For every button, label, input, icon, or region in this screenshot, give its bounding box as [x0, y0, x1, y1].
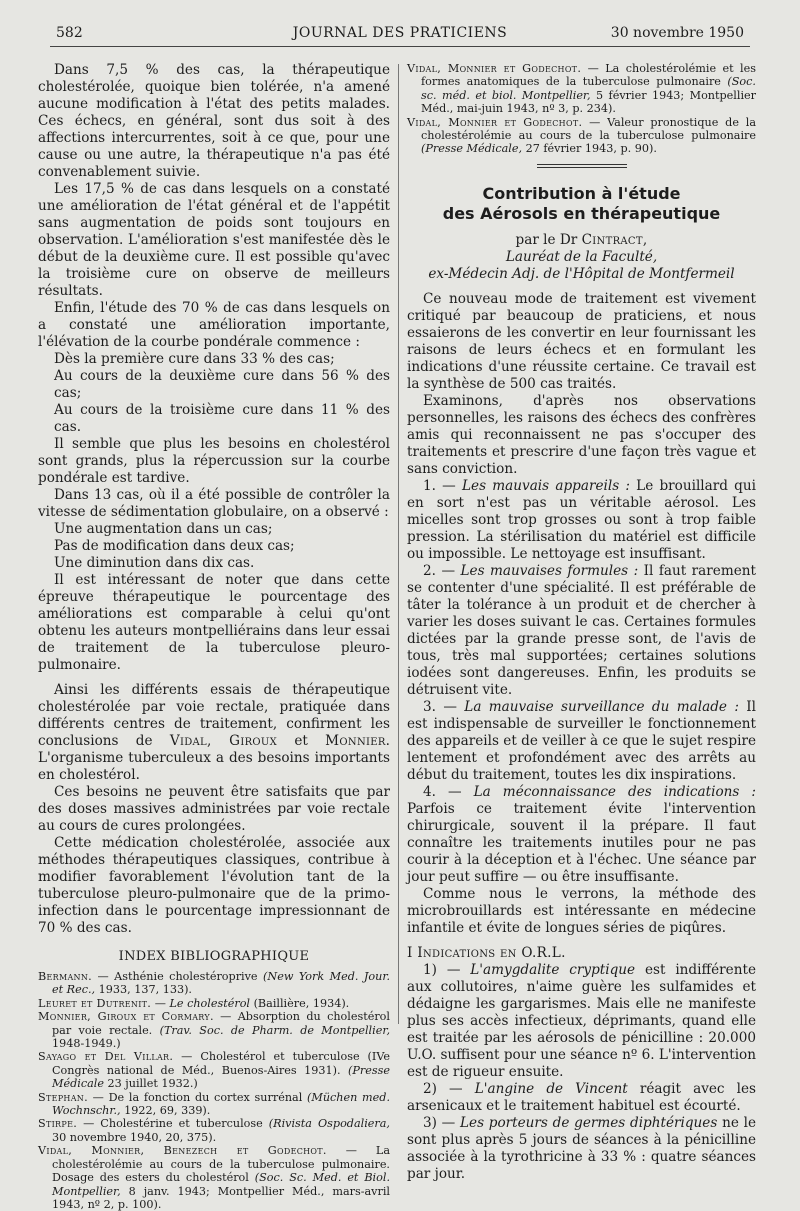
left-column: [38, 62, 390, 1211]
list-item: Au cours de la deuxième cure dans 56 % des cas;: [54, 368, 390, 401]
reference: Sayago et Del Villar. — Cholestérol et tuberculose (IVe Congrès national de Méd., Buenos-Aires 1931). (Presse Médicale 23 juillet 1932.): [38, 1050, 390, 1091]
list-item: Une augmentation dans un cas;: [54, 521, 273, 537]
paragraph: Il est intéressant de noter que dans cette épreuve thérapeutique le pourcentage des améliorations est comparable à celui qu'ont obtenu les auteurs montpelliérains dans leur essai de traitement de la tuberculose pleuro-pulmonaire.: [38, 572, 390, 673]
journal-title: JOURNAL DES PRATICIENS: [292, 25, 508, 41]
paragraph: Dans 13 cas, où il a été possible de contrôler la vitesse de sédimentation globulaire, on a observé :: [38, 487, 390, 520]
reference: Bermann. — Asthénie cholestéroprive (New York Med. Jour. et Rec., 1933, 137, 133).: [38, 970, 390, 997]
byline-author: par le Dr Cintract,: [515, 231, 648, 248]
index-title: INDEX BIBLIOGRAPHIQUE: [118, 949, 310, 964]
numbered-point: 3) — Les porteurs de germes diphtériques ne le sont plus après 5 jours de séances à la pénicilline associée à la tyrothricine à 33 % : quatre séances par jour.: [407, 1114, 756, 1182]
paragraph: Il semble que plus les besoins en cholestérol sont grands, plus la répercussion sur la courbe pondérale est tardive.: [38, 436, 390, 486]
bibliography-continued: [407, 62, 756, 156]
list-item: Pas de modification dans deux cas;: [54, 538, 295, 554]
column-divider: [398, 64, 399, 1024]
byline-title: Lauréat de la Faculté,: [505, 248, 658, 265]
list-item: Dès la première cure dans 33 % des cas;: [54, 351, 335, 367]
paragraph: Ce nouveau mode de traitement est vivement critiqué par beaucoup de praticiens, et nous essaierons de les convertir en leur fournissant les raisons de leurs échecs et en formulant les indications d'une réussite certaine. Ce travail est la synthèse de 500 cas traités.: [407, 290, 756, 392]
paragraph: Examinons, d'après nos observations personnelles, les raisons des échecs des confrères amis qui reconnaissent ne pas s'occuper des traitements et prescrire d'une façon très vague et sans conviction.: [407, 392, 756, 477]
bibliography: [38, 970, 390, 1211]
numbered-point: 4. — La méconnaissance des indications : Parfois ce traitement évite l'intervention chirurgicale, souvent il la prépare. Il faut connaître les traitements inutiles pour ne pas courir à la déception et à l'échec. Une séance par jour peut suffire — ou être insuffisante.: [407, 783, 756, 885]
section-divider: [537, 164, 627, 168]
reference: Stirpe. — Cholestérine et tuberculose (Rivista Ospodaliera, 30 novembre 1940, 20, 375).: [38, 1117, 390, 1144]
byline-position: ex-Médecin Adj. de l'Hôpital de Montfermeil: [428, 265, 735, 282]
reference: Stephan. — De la fonction du cortex surrénal (Müchen med. Wochnschr., 1922, 69, 339).: [38, 1090, 390, 1118]
numbered-point: 2) — L'angine de Vincent réagit avec les arsenicaux et le traitement habituel est écourté.: [407, 1080, 756, 1114]
article-title: Contribution à l'étude des Aérosols en thérapeutique: [442, 183, 721, 223]
right-column: [407, 62, 756, 1183]
section-heading: I Indications en O.R.L.: [407, 944, 566, 961]
reference: Vidal, Monnier et Godechot. — La cholestérolémie et les formes anatomiques de la tuberculose pulmonaire (Soc. sc. méd. et biol. Montpellier, 5 février 1943; Montpellier Méd., mai-juin 1943, nº 3, p. 234).: [407, 62, 756, 116]
paragraph: Les 17,5 % de cas dans lesquels on a constaté une amélioration de l'état général et de l'appétit sans augmentation de poids sont toujours en observation. L'amélioration s'est manifestée dès le début de la deuxième cure. Il est possible qu'avec la troisième cure on observe de meilleurs résultats.: [38, 181, 390, 299]
reference: Vidal, Monnier, Benezech et Godechot. — La cholestérolémie au cours de la tuberculose pulmonaire. Dosage des esters du cholestérol (Soc. Sc. Med. et Biol. Montpellier, 8 janv. 1943; Montpellier Méd., mars-avril 1943, nº 2, p. 100).: [38, 1144, 390, 1211]
numbered-point: 1. — Les mauvais appareils : Le brouillard qui en sort n'est pas un véritable aérosol. Les micelles sont trop grosses ou sont à trop faible pression. La stérilisation du matériel est difficile ou impossible. Le nettoyage est insuffisant.: [407, 477, 756, 562]
list-item: Au cours de la troisième cure dans 11 % des cas.: [54, 402, 390, 435]
list-item: Une diminution dans dix cas.: [54, 555, 255, 571]
numbered-point: 1) — L'amygdalite cryptique est indifférente aux collutoires, n'aime guère les sulfamides et dédaigne les gargarismes. Mais elle ne manifeste plus ses accès infectieux, déprimants, quand elle est traitée par les aérosols de pénicilline : 20.000 U.O. suffisent pour une séance nº 6. L'intervention est de rigueur ensuite.: [407, 961, 756, 1080]
paragraph: Ainsi les différents essais de thérapeutique cholestérolée par voie rectale, pratiquée dans différents centres de traitement, confirment les conclusions de Vidal, Giroux et Monnier. L'organisme tuberculeux a des besoins importants en cholestérol.: [38, 682, 390, 783]
paragraph: Enfin, l'étude des 70 % de cas dans lesquels on a constaté une amélioration importante, l'élévation de la courbe pondérale commence :: [38, 300, 390, 350]
numbered-point: 2. — Les mauvaises formules : Il faut rarement se contenter d'une spécialité. Il est préférable de tâter la tolérance à un produit et de chercher à varier les doses suivant le cas. Certaines formules dictées par la grande presse sont, de l'avis de tous, très mal supportées; certaines solutions iodées sont dangereuses. Enfin, les produits se détruisent vite.: [407, 562, 756, 698]
issue-date: 30 novembre 1950: [610, 25, 744, 41]
paragraph: Cette médication cholestérolée, associée aux méthodes thérapeutiques classiques, contribue à modifier favorablement l'évolution tant de la tuberculose pleuro-pulmonaire que de la primo-infection dans le pourcentage impressionnant de 70 % des cas.: [38, 835, 390, 936]
numbered-point: 3. — La mauvaise surveillance du malade : Il est indispensable de surveiller le fonctionnement des appareils et de veiller à ce que le sujet respire lentement et profondément avec des arrêts au début du traitement, toutes les dix inspirations.: [407, 698, 756, 783]
paragraph: Ces besoins ne peuvent être satisfaits que par des doses massives administrées par voie rectale au cours de cures prolongées.: [38, 784, 390, 834]
paragraph: Dans 7,5 % des cas, la thérapeutique cholestérolée, quoique bien tolérée, n'a amené aucune modification à l'état des petits malades. Ces échecs, en général, sont dus soit à des affections intercurrentes, soit à ce que, pour une cause ou une autre, la thérapeutique n'a pas été convenablement suivie.: [38, 62, 390, 180]
page-number: 582: [56, 25, 83, 41]
reference: Leuret et Dutrenit. — Le cholestérol (Baillière, 1934).: [38, 996, 350, 1010]
paragraph: Comme nous le verrons, la méthode des microbrouillards est intéressante en médecine infantile et évite de longues séries de piqûres.: [407, 885, 756, 936]
reference: Vidal, Monnier et Godechot. — Valeur pronostique de la cholestérolémie au cours de la tuberculose pulmonaire (Presse Médicale, 27 février 1943, p. 90).: [407, 115, 756, 156]
running-header: [50, 22, 750, 47]
reference: Monnier, Giroux et Cormary. — Absorption du cholestérol par voie rectale. (Trav. Soc. de Pharm. de Montpellier, 1948-1949.): [38, 1010, 391, 1051]
